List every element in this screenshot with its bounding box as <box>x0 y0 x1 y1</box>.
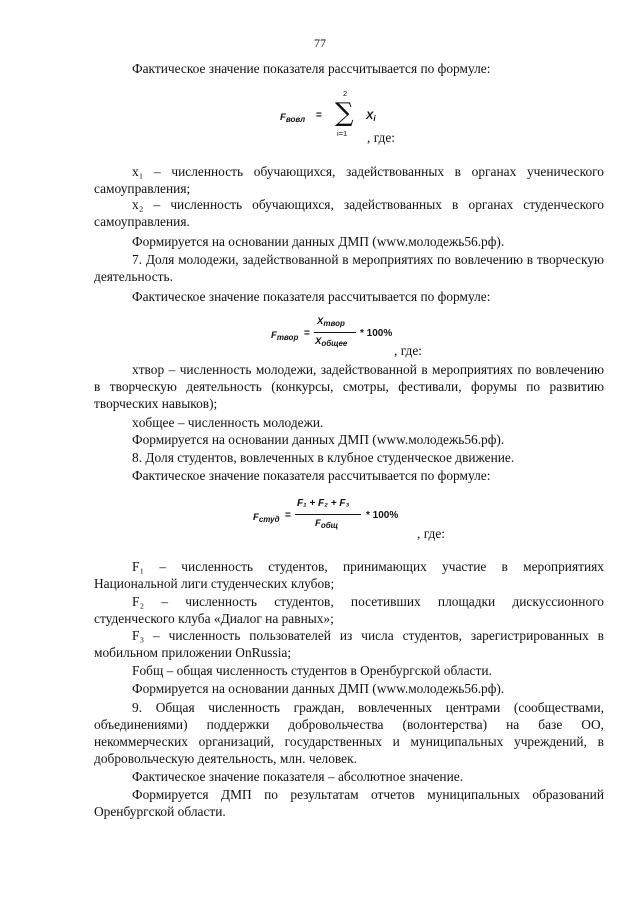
definition-xtvor: xтвор – численность молодежи, задействованной в мероприятиях по вовлечению в творческую деятельность (конкурсы, смотры, фестивали, форумы по развитию творческих навыков); <box>94 362 604 411</box>
formula3-eq: = <box>285 510 291 521</box>
summation-icon: ∑ <box>335 98 354 128</box>
definition-xobshee: xобщее – численность молодежи. <box>132 415 324 430</box>
item-8: 8. Доля студентов, вовлеченных в клубное студенческое движение. <box>132 450 515 465</box>
formula3-numerator: F₁ + F₂ + F₃ <box>297 498 350 509</box>
formula1-suffix: , где: <box>367 130 395 145</box>
item-7: 7. Доля молодежи, задействованной в мероприятиях по вовлечению в творческую деятельность. <box>94 252 604 284</box>
definition-f1: F₁ – численность студентов, принимающих участие в мероприятиях Национальной лиги студенческих клубов; <box>94 559 604 591</box>
definition-f3: F₃ – численность пользователей из числа студентов, зарегистрированных в мобильном приложении OnRussia; <box>94 628 604 660</box>
source-note-1: Формируется на основании данных ДМП (www.молодежь56.рф). <box>132 234 505 249</box>
formula2-suffix: , где: <box>394 343 422 358</box>
formula2-eq: = <box>304 328 310 339</box>
formula1-term: $X_i$ <box>366 110 376 123</box>
page-number: 77 <box>314 36 326 50</box>
formula2-denominator: $X_{общее}$ <box>315 336 348 348</box>
formula1-sum-upper: 2 <box>343 89 348 98</box>
formula1-sum-lower: i=1 <box>337 129 348 138</box>
formula3-multiplier: * 100% <box>366 510 399 521</box>
definition-fobsh: Fобщ – общая численность студентов в Оренбургской области. <box>132 663 492 678</box>
item-9: 9. Общая численность граждан, вовлеченных центрами (сообществами, объединениями) поддержки добровольчества (волонтерства) на базе ОО, некоммерческих организаций, государственных и муниципальных учреждений, в добровольческую деятельность, млн. человек. <box>94 700 604 766</box>
definition-f2: F₂ – численность студентов, посетивших площадки дискуссионного студенческого клуба «Диалог на равных»; <box>94 594 604 626</box>
source-note-2: Формируется на основании данных ДМП (www.молодежь56.рф). <box>132 432 505 447</box>
formula2-lhs: $F_{твор}$ <box>271 330 299 342</box>
formula-intro-2: Фактическое значение показателя рассчитывается по формуле: <box>132 289 491 304</box>
formula1-eq: = <box>316 110 322 121</box>
formula-intro-4: Фактическое значение показателя – абсолютное значение. <box>132 769 464 784</box>
definition-x2: x₂ – численность обучающихся, задействованных в органах студенческого самоуправления. <box>94 197 604 229</box>
formula-intro-1: Фактическое значение показателя рассчитывается по формуле: <box>132 61 491 76</box>
formula2-multiplier: * 100% <box>360 328 393 339</box>
definition-x1: x₁ – численность обучающихся, задействованных в органах ученического самоуправления; <box>94 164 604 196</box>
source-note-4: Формируется ДМП по результатам отчетов муниципальных образований Оренбургской области. <box>94 787 604 819</box>
formula2-numerator: $X_{твор}$ <box>317 316 345 328</box>
formula3-lhs: $F_{студ}$ <box>253 512 280 524</box>
source-note-3: Формируется на основании данных ДМП (www.молодежь56.рф). <box>132 681 505 696</box>
formula1-lhs: $F_{вовл}$ <box>280 112 306 124</box>
formula-intro-3: Фактическое значение показателя рассчитывается по формуле: <box>132 468 491 483</box>
formula2-fraction-bar <box>314 332 356 333</box>
formula3-denominator: $F_{общ}$ <box>315 518 339 530</box>
formula3-fraction-bar <box>295 514 361 515</box>
formula3-suffix: , где: <box>417 526 445 541</box>
